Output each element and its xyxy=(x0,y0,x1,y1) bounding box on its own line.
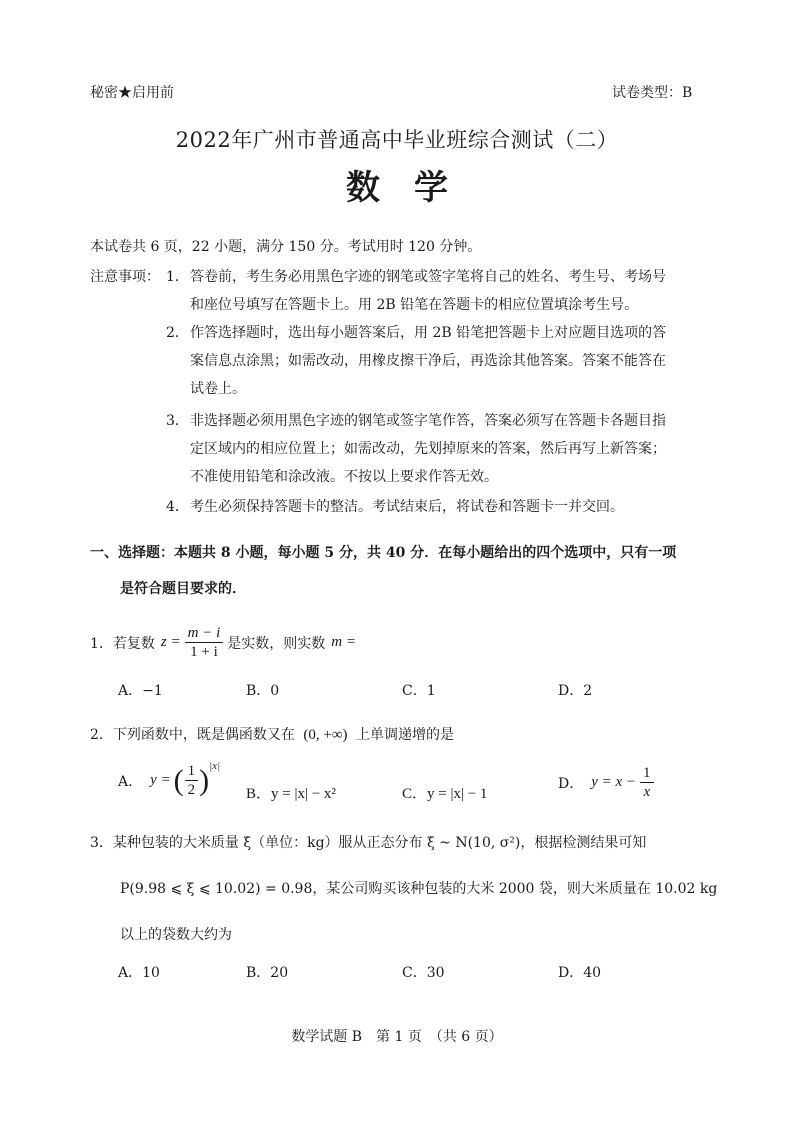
fraction xyxy=(185,624,224,661)
option-d: D．40 xyxy=(558,965,602,981)
option-d: D．2 xyxy=(558,683,593,699)
question-3-stem xyxy=(90,832,646,852)
question-text: 某种包装的大米质量 ξ（单位：kg）服从正态分布 ξ ~ N(10, σ²)，根据检测结果可知 xyxy=(112,835,647,851)
fraction-denominator: 2 xyxy=(187,782,196,798)
close-paren: ) xyxy=(199,763,210,797)
question-text: 下列函数中，既是偶函数又在 xyxy=(112,727,295,743)
question-number: 2． xyxy=(90,727,113,743)
question-text: 若复数 xyxy=(112,635,155,652)
question-3-line: 以上的袋数大约为 xyxy=(120,927,232,943)
option-c: C．1 xyxy=(402,683,436,699)
note-item-line: 不准使用铅笔和涂改液。不按以上要求作答无效。 xyxy=(190,469,498,485)
note-item-line: 作答选择题时，选出每小题答案后，用 2B 铅笔把答题卡上对应题目选项的答 xyxy=(190,325,667,341)
section-heading-cont: 是符合题目要求的． xyxy=(120,581,246,597)
note-item-line: 非选择题必须用黑色字迹的钢笔或签字笔作答，答案必须写在答题卡各题目指 xyxy=(190,413,666,429)
fraction-numerator: 1 xyxy=(640,764,654,783)
exponent: |x| xyxy=(209,760,221,772)
note-item-line: 和座位号填写在答题卡上。用 2B 铅笔在答题卡的相应位置填涂考生号。 xyxy=(190,297,639,313)
option-text: B．y = |x| − x² xyxy=(246,786,336,802)
question-number: 3． xyxy=(90,835,113,851)
option-d xyxy=(558,764,658,801)
option-b: B．20 xyxy=(246,965,289,981)
option-b xyxy=(246,782,336,803)
page-footer: 数学试题 B 第 1 页 （共 6 页） xyxy=(291,1029,503,1045)
exam-intro: 本试卷共 6 页，22 小题，满分 150 分。考试用时 120 分钟。 xyxy=(90,239,482,255)
note-item-number: 1． xyxy=(166,269,189,285)
math-expression: (0, +∞) xyxy=(303,727,348,743)
math-expression: y = x − xyxy=(591,774,637,790)
note-item-line: 案信息点涂黑；如需改动，用橡皮擦干净后，再选涂其他答案。答案不能答在 xyxy=(190,353,666,369)
note-item-number: 2． xyxy=(166,325,189,341)
option-text: C．y = |x| − 1 xyxy=(402,786,488,802)
question-1-stem xyxy=(90,624,356,661)
subject-title: 数 学 xyxy=(346,168,448,208)
question-3-line: P(9.98 ⩽ ξ ⩽ 10.02) = 0.98，某公司购买该种包装的大米 2000 袋，则大米质量在 10.02 kg xyxy=(120,881,718,897)
math-expression: y = xyxy=(150,772,171,788)
option-label: A． xyxy=(118,773,143,790)
note-item-line: 试卷上。 xyxy=(190,381,246,397)
fraction-numerator: m − i xyxy=(185,624,224,643)
note-item-line: 答卷前，考生务必用黑色字迹的钢笔或签字笔将自己的姓名、考生号、考场号 xyxy=(190,269,666,285)
open-paren: ( xyxy=(173,763,184,797)
note-item-number: 3． xyxy=(166,413,189,429)
note-item-number: 4． xyxy=(166,499,189,515)
option-a xyxy=(118,762,220,799)
fraction-numerator: 1 xyxy=(185,762,199,781)
exam-title: 2022年广州市普通高中毕业班综合测试（二） xyxy=(175,128,619,152)
fraction xyxy=(640,764,654,801)
math-expression: m = xyxy=(331,634,356,650)
note-item-line: 考生必须保持答题卡的整洁。考试结束后，将试卷和答题卡一并交回。 xyxy=(190,499,624,515)
option-label: D． xyxy=(558,775,584,792)
notes-label: 注意事项： xyxy=(90,269,160,285)
question-text: 上单调递增的是 xyxy=(355,727,454,743)
question-text: 是实数，则实数 xyxy=(227,635,326,652)
paper-type-label: 试卷类型：B xyxy=(612,85,693,101)
fraction-denominator: 1 + i xyxy=(190,644,218,660)
fraction xyxy=(185,762,199,799)
math-expression: z = xyxy=(160,634,181,650)
secret-label: 秘密★启用前 xyxy=(90,85,174,101)
option-c xyxy=(402,782,487,803)
option-c: C．30 xyxy=(402,965,445,981)
option-b: B．0 xyxy=(246,683,280,699)
question-2-stem xyxy=(90,724,454,744)
option-a: A．−1 xyxy=(118,683,163,699)
note-item-line: 定区域内的相应位置上；如需改动，先划掉原来的答案，然后再写上新答案； xyxy=(190,441,666,457)
option-a: A．10 xyxy=(118,965,160,981)
question-number: 1． xyxy=(90,635,113,652)
section-heading: 一、选择题：本题共 8 小题，每小题 5 分，共 40 分．在每小题给出的四个选项中，只有一项 xyxy=(90,545,677,561)
fraction-denominator: x xyxy=(643,784,651,800)
